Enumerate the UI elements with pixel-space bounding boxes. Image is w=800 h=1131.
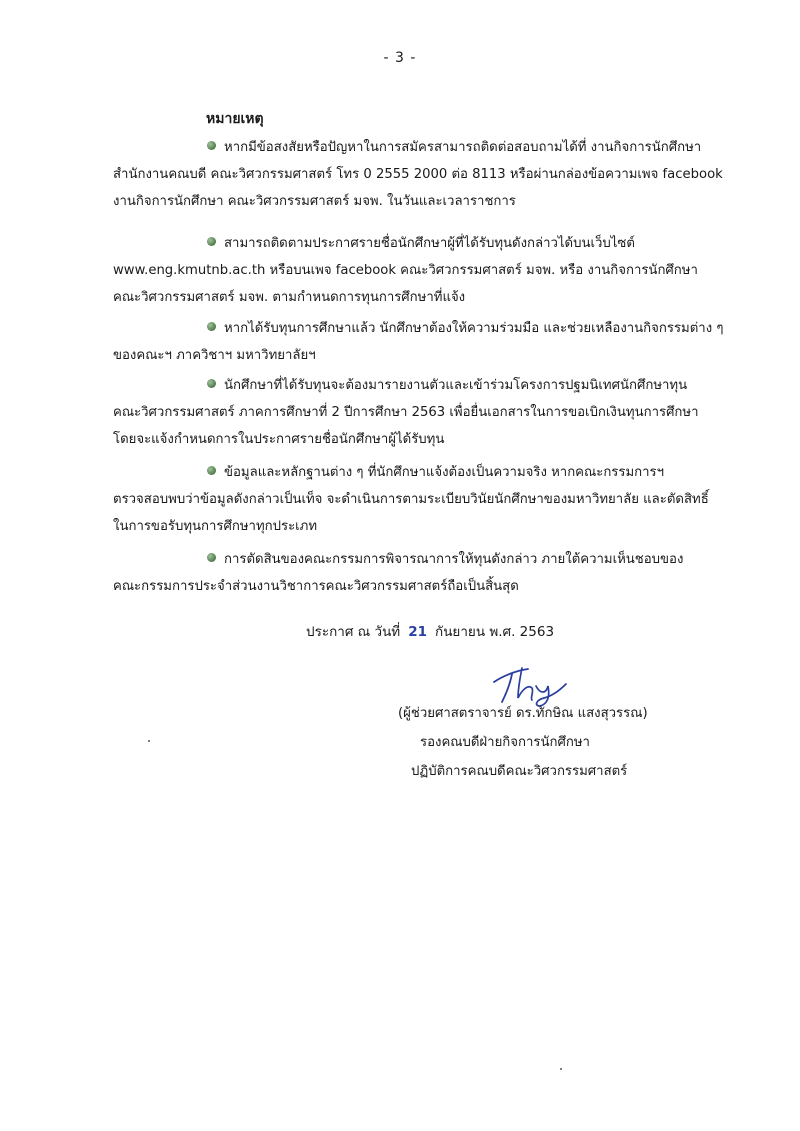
- scan-speck: [560, 1068, 562, 1070]
- bullet-icon: [207, 237, 216, 246]
- announcement-date: [306, 620, 554, 642]
- note-text-line: คณะกรรมการประจำส่วนงานวิชาการคณะวิศวกรรมศาสตร์ถือเป็นสิ้นสุด: [113, 579, 519, 594]
- note-text-line: www.eng.kmutnb.ac.th หรือบนเพจ facebook คณะวิศวกรรมศาสตร์ มจพ. หรือ งานกิจการนักศึกษา: [113, 263, 698, 278]
- announcement-day: 21: [408, 624, 428, 640]
- note-item: [113, 546, 743, 600]
- signatory-position: รองคณบดีฝ่ายกิจการนักศึกษา: [420, 735, 590, 750]
- bullet-icon: [207, 379, 216, 388]
- note-text-line: คณะวิศวกรรมศาสตร์ มจพ. ตามกำหนดการทุนการศึกษาที่แจ้ง: [113, 290, 466, 305]
- note-item: [113, 459, 743, 540]
- note-text-line: โดยจะแจ้งกำหนดการในประกาศรายชื่อนักศึกษาผู้ได้รับทุน: [113, 432, 445, 447]
- scan-speck: [148, 740, 150, 742]
- note-text-first: หากมีข้อสงสัยหรือปัญหาในการสมัครสามารถติดต่อสอบถามได้ที่ งานกิจการนักศึกษา: [224, 140, 702, 155]
- note-text-first: นักศึกษาที่ได้รับทุนจะต้องมารายงานตัวและเข้าร่วมโครงการปฐมนิเทศนักศึกษาทุน: [224, 378, 688, 393]
- note-item: [113, 315, 743, 369]
- note-item: [113, 230, 743, 311]
- note-text-line: งานกิจการนักศึกษา คณะวิศวกรรมศาสตร์ มจพ. ในวันและเวลาราชการ: [113, 194, 516, 209]
- announcement-suffix: กันยายน พ.ศ. 2563: [435, 624, 555, 640]
- note-text-line: คณะวิศวกรรมศาสตร์ ภาคการศึกษาที่ 2 ปีการศึกษา 2563 เพื่อยื่นเอกสารในการขอเบิกเงินทุนการศึกษา: [113, 405, 699, 420]
- note-text-line: ของคณะฯ ภาควิชาฯ มหาวิทยาลัยฯ: [113, 348, 316, 363]
- note-item: [113, 372, 743, 453]
- page-number: - 3 -: [383, 50, 417, 66]
- announcement-prefix: ประกาศ ณ วันที่: [306, 624, 401, 640]
- notes-heading: หมายเหตุ: [206, 111, 264, 127]
- bullet-icon: [207, 141, 216, 150]
- handwritten-signature: [488, 660, 578, 708]
- note-text-line: ในการขอรับทุนการศึกษาทุกประเภท: [113, 519, 318, 534]
- signatory-acting: ปฏิบัติการคณบดีคณะวิศวกรรมศาสตร์: [411, 764, 628, 779]
- signatory-name: (ผู้ช่วยศาสตราจารย์ ดร.ทักษิณ แสงสุวรรณ): [398, 706, 648, 721]
- bullet-icon: [207, 322, 216, 331]
- note-text-first: การตัดสินของคณะกรรมการพิจารณาการให้ทุนดังกล่าว ภายใต้ความเห็นชอบของ: [224, 552, 684, 567]
- bullet-icon: [207, 553, 216, 562]
- note-text-first: ข้อมูลและหลักฐานต่าง ๆ ที่นักศึกษาแจ้งต้องเป็นความจริง หากคณะกรรมการฯ: [224, 465, 665, 480]
- note-text-first: สามารถติดตามประกาศรายชื่อนักศึกษาผู้ที่ได้รับทุนดังกล่าวได้บนเว็บไซต์: [224, 236, 635, 251]
- note-item: [113, 134, 743, 215]
- bullet-icon: [207, 466, 216, 475]
- note-text-line: สำนักงานคณบดี คณะวิศวกรรมศาสตร์ โทร 0 2555 2000 ต่อ 8113 หรือผ่านกล่องข้อความเพจ facebook: [113, 167, 723, 182]
- note-text-first: หากได้รับทุนการศึกษาแล้ว นักศึกษาต้องให้ความร่วมมือ และช่วยเหลืองานกิจกรรมต่าง ๆ: [224, 321, 724, 336]
- note-text-line: ตรวจสอบพบว่าข้อมูลดังกล่าวเป็นเท็จ จะดำเนินการตามระเบียบวินัยนักศึกษาของมหาวิทยาลัย และตัดสิทธิ์: [113, 492, 709, 507]
